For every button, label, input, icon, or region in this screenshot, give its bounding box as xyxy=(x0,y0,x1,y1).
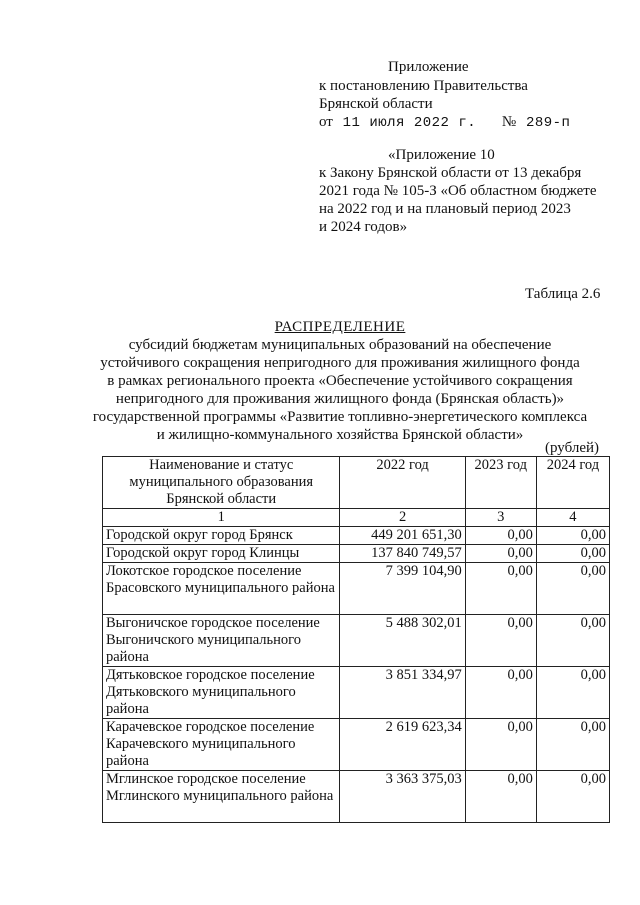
appendix-line2: к постановлению Правительства xyxy=(319,78,528,94)
subtitle-line: устойчивого сокращения непригодного для проживания жилищного фонда xyxy=(100,355,580,371)
row-2023: 0,00 xyxy=(465,615,536,667)
row-2023: 0,00 xyxy=(465,527,536,545)
index-cell: 3 xyxy=(465,509,536,527)
row-2024: 0,00 xyxy=(536,615,609,667)
row-name: Городской округ город Брянск xyxy=(103,527,340,545)
row-2022: 5 488 302,01 xyxy=(340,615,465,667)
subtitle-line: субсидий бюджетам муниципальных образований на обеспечение xyxy=(128,337,552,353)
row-2024: 0,00 xyxy=(536,563,609,615)
row-name: Локотское городское поселение Брасовского муниципального района xyxy=(103,563,340,615)
row-2023: 0,00 xyxy=(465,771,536,823)
document-subtitle xyxy=(60,336,620,444)
law-appendix-line4: на 2022 год и на плановый период 2023 xyxy=(319,201,571,217)
appendix-line1: Приложение xyxy=(388,59,469,75)
row-2024: 0,00 xyxy=(536,719,609,771)
row-2022: 7 399 104,90 xyxy=(340,563,465,615)
subtitle-line: в рамках регионального проекта «Обеспечение устойчивого сокращения xyxy=(107,373,573,389)
table-header-row xyxy=(103,457,610,509)
index-cell: 1 xyxy=(103,509,340,527)
header-2024: 2024 год xyxy=(536,457,609,509)
row-2022: 137 840 749,57 xyxy=(340,545,465,563)
row-2023: 0,00 xyxy=(465,563,536,615)
row-2024: 0,00 xyxy=(536,771,609,823)
row-2022: 449 201 651,30 xyxy=(340,527,465,545)
row-name: Выгоничское городское поселение Выгоничского муниципального района xyxy=(103,615,340,667)
law-appendix-line5: и 2024 годов» xyxy=(319,219,408,235)
table-row xyxy=(103,527,610,545)
appendix-number: 289-п xyxy=(525,115,571,131)
law-appendix-line2: к Закону Брянской области от 13 декабря xyxy=(319,165,582,181)
table-row xyxy=(103,563,610,615)
row-name: Дятьковское городское поселение Дятьковского муниципального района xyxy=(103,667,340,719)
appendix-number-sign: № xyxy=(501,114,517,130)
row-name: Городской округ город Клинцы xyxy=(103,545,340,563)
row-name: Карачевское городское поселение Карачевского муниципального района xyxy=(103,719,340,771)
row-2023: 0,00 xyxy=(465,545,536,563)
subtitle-line: непригодного для проживания жилищного фонда (Брянская область)» xyxy=(115,391,565,407)
index-cell: 2 xyxy=(340,509,465,527)
table-row xyxy=(103,771,610,823)
row-2024: 0,00 xyxy=(536,545,609,563)
row-2023: 0,00 xyxy=(465,667,536,719)
table-row xyxy=(103,719,610,771)
law-appendix-line1: «Приложение 10 xyxy=(388,147,495,163)
row-name: Мглинское городское поселение Мглинского муниципального района xyxy=(103,771,340,823)
table-index-row xyxy=(103,509,610,527)
table-label: Таблица 2.6 xyxy=(525,286,601,302)
table-row xyxy=(103,615,610,667)
law-appendix-line3: 2021 года № 105-З «Об областном бюджете xyxy=(319,183,597,199)
row-2022: 3 851 334,97 xyxy=(340,667,465,719)
header-2022: 2022 год xyxy=(340,457,465,509)
row-2023: 0,00 xyxy=(465,719,536,771)
appendix-line3: Брянской области xyxy=(319,96,433,112)
subtitle-line: и жилищно-коммунального хозяйства Брянской области» xyxy=(156,427,524,443)
subtitle-line: государственной программы «Развитие топливно-энергетического комплекса xyxy=(92,409,588,425)
appendix-date-prefix: от xyxy=(319,114,333,130)
units-label: (рублей) xyxy=(545,440,600,456)
table-row xyxy=(103,545,610,563)
table-row xyxy=(103,667,610,719)
header-name: Наименование и статус муниципального образования Брянской области xyxy=(103,457,340,509)
row-2022: 2 619 623,34 xyxy=(340,719,465,771)
document-title: РАСПРЕДЕЛЕНИЕ xyxy=(274,319,406,335)
appendix-date-line xyxy=(319,113,570,132)
row-2022: 3 363 375,03 xyxy=(340,771,465,823)
appendix-date: 11 июля 2022 г. xyxy=(342,115,477,131)
header-2023: 2023 год xyxy=(465,457,536,509)
row-2024: 0,00 xyxy=(536,527,609,545)
row-2024: 0,00 xyxy=(536,667,609,719)
index-cell: 4 xyxy=(536,509,609,527)
distribution-table xyxy=(102,456,610,823)
